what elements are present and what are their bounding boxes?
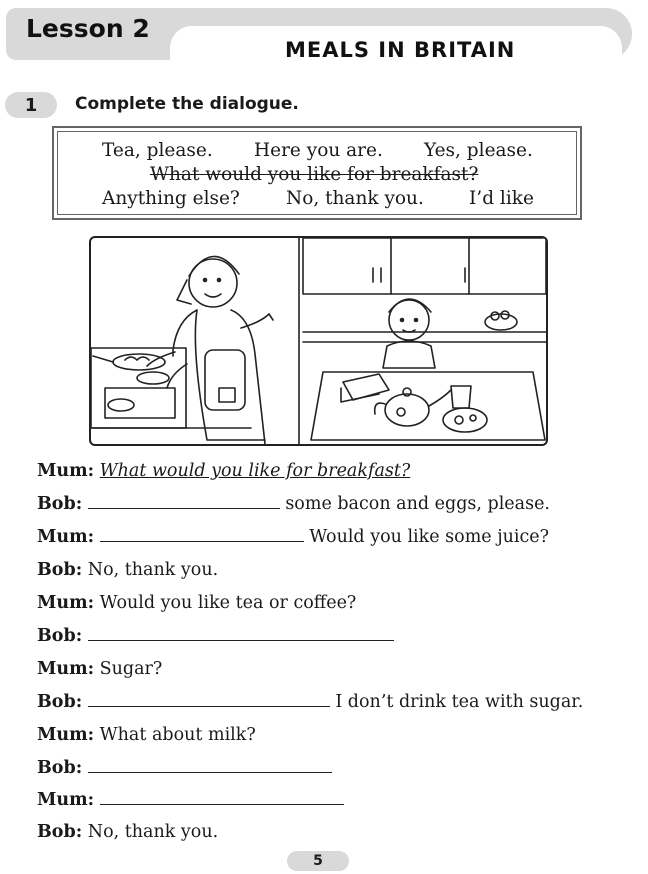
task-instruction: Complete the dialogue. [75, 94, 299, 114]
answer-blank[interactable] [100, 790, 344, 805]
phrase-anything-else: Anything else? [102, 188, 240, 209]
line-text: Sugar? [99, 659, 163, 679]
phrase-no-thank-you: No, thank you. [286, 188, 424, 209]
dialogue-line-2 [37, 494, 550, 514]
speaker-label: Bob: [37, 822, 83, 842]
line-text: Would you like some juice? [309, 527, 550, 547]
speaker-label: Bob: [37, 560, 83, 580]
answer-blank[interactable] [88, 692, 330, 707]
speaker-label: Bob: [37, 758, 83, 778]
phrase-here-you-are: Here you are. [254, 140, 383, 161]
kitchen-scene-image [91, 238, 546, 444]
answer-blank[interactable] [88, 494, 280, 509]
dialogue-line-5 [37, 593, 356, 613]
page-title: MEALS IN BRITAIN [285, 38, 516, 62]
speaker-label: Mum: [37, 659, 95, 679]
example-answer: What would you like for breakfast? [99, 461, 411, 481]
phrase-tea-please: Tea, please. [102, 140, 213, 161]
kitchen-illustration [89, 236, 548, 446]
line-text: What about milk? [99, 725, 256, 745]
dialogue-line-4 [37, 560, 218, 580]
speaker-label: Mum: [37, 527, 95, 547]
answer-blank[interactable] [88, 626, 394, 641]
line-text: some bacon and eggs, please. [285, 494, 550, 514]
line-text: I don’t drink tea with sugar. [335, 692, 584, 712]
dialogue-line-3 [37, 527, 549, 547]
speaker-label: Bob: [37, 626, 83, 646]
dialogue-line-7 [37, 659, 162, 679]
task-number-badge: 1 [5, 92, 57, 118]
line-text: Would you like tea or coffee? [99, 593, 357, 613]
line-text: No, thank you. [87, 822, 219, 842]
page-number: 5 [287, 851, 349, 871]
speaker-label: Mum: [37, 461, 95, 481]
speaker-label: Mum: [37, 725, 95, 745]
dialogue-line-10 [37, 758, 332, 778]
speaker-label: Bob: [37, 692, 83, 712]
dialogue-line-1 [37, 461, 410, 481]
line-text: No, thank you. [87, 560, 219, 580]
speaker-label: Mum: [37, 593, 95, 613]
speaker-label: Mum: [37, 790, 95, 810]
dialogue-line-9 [37, 725, 256, 745]
phrase-yes-please: Yes, please. [424, 140, 533, 161]
dialogue-line-12 [37, 822, 218, 842]
lesson-label: Lesson 2 [26, 14, 150, 43]
phrase-id-like: I’d like [469, 188, 534, 209]
dialogue-line-8 [37, 692, 583, 712]
dialogue-line-6 [37, 626, 394, 646]
answer-blank[interactable] [100, 527, 304, 542]
phrase-used-example: What would you like for breakfast? [150, 164, 479, 185]
speaker-label: Bob: [37, 494, 83, 514]
answer-blank[interactable] [88, 758, 332, 773]
dialogue-line-11 [37, 790, 344, 810]
word-box [52, 126, 582, 220]
